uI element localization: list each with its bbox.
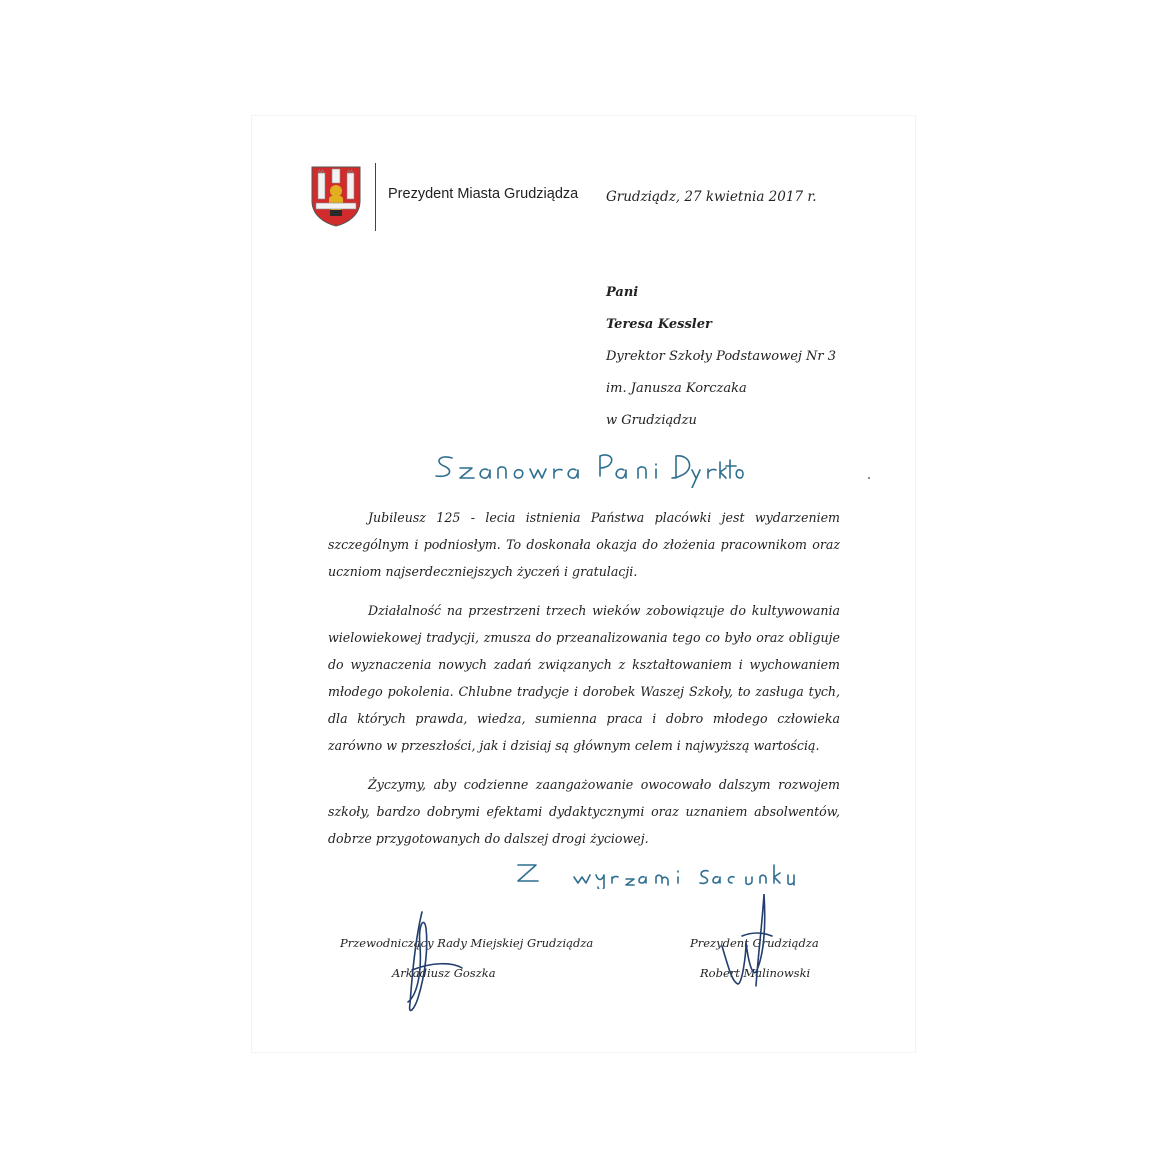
left-signature (392, 906, 482, 1016)
recipient-name: Teresa Kessler (606, 317, 712, 332)
handwritten-closing (514, 849, 814, 889)
right-signature (712, 886, 792, 996)
letter-body (328, 504, 840, 864)
body-paragraph: Działalność na przestrzeni trzech wieków zobowiązuje do kultywowania wielowiekowej tradycji, zmusza do przeanalizowania tego co było oraz obliguje do wyznaczenia nowych zadań związanych z kształtowaniem i wychowaniem młodego pokolenia. Chlubne tradycje i dorobek Waszej Szkoły, to zasługa tych, dla których prawda, wiedza, sumienna praca i dobro młodego człowieka zarówno w przeszłości, jak i dzisiaj są głównym celem i najwyższą wartością. (328, 603, 840, 753)
right-signatory-name: Robert Malinowski (700, 966, 811, 980)
handwritten-salutation (430, 446, 748, 488)
speck (868, 477, 870, 479)
letter-page (252, 116, 915, 1052)
header-divider (375, 163, 376, 231)
left-signatory-title: Przewodniczący Rady Miejskiej Grudziądza (340, 936, 594, 950)
date-line: Grudziądz, 27 kwietnia 2017 r. (606, 189, 817, 205)
body-paragraph: Życzymy, aby codzienne zaangażowanie owocowało dalszym rozwojem szkoły, bardzo dobrymi efektami dydaktycznymi oraz uznaniem absolwentów, dobrze przygotowanych do dalszej drogi życiowej. (328, 777, 840, 846)
recipient-line: w Grudziądzu (606, 413, 697, 428)
recipient-block (606, 284, 836, 444)
recipient-line: im. Janusza Korczaka (606, 381, 747, 396)
right-signatory-title: Prezydent Grudziądza (690, 936, 819, 950)
office-title: Prezydent Miasta Grudziądza (388, 186, 579, 202)
body-paragraph: Jubileusz 125 - lecia istnienia Państwa placówki jest wydarzeniem szczególnym i podniosłym. To doskonała okazja do złożenia pracownikom oraz uczniom najserdeczniejszych życzeń i gratulacji. (328, 510, 840, 579)
recipient-line: Dyrektor Szkoły Podstawowej Nr 3 (606, 349, 837, 364)
recipient-line: Pani (606, 285, 639, 300)
coat-of-arms-icon (310, 163, 362, 227)
left-signatory-name: Arkadiusz Goszka (392, 966, 496, 980)
